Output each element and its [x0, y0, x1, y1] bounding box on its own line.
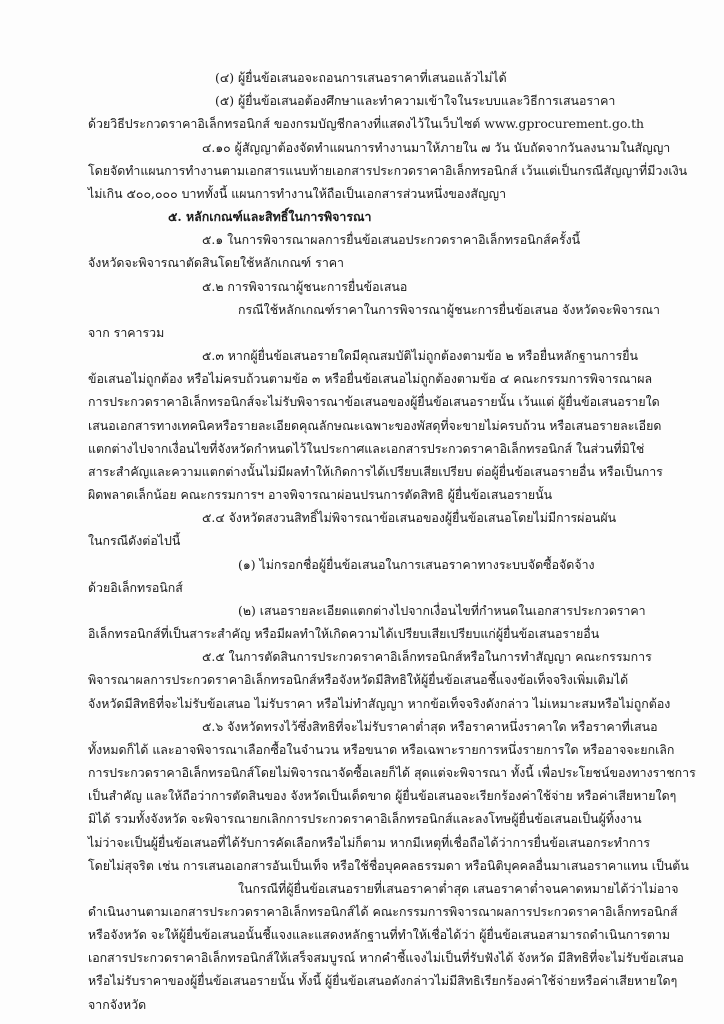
text-line: หรือไม่รับราคาของผู้ยื่นข้อเสนอรายนั้น ทั้งนี้ ผู้ยื่นข้อเสนอดังกล่าวไม่มีสิทธิเรียกร้องค่าใช้จ่ายหรือค่าเสียหายใดๆ — [88, 973, 678, 989]
text-line: เป็นสำคัญ และให้ถือว่าการตัดสินของ จังหวัดเป็นเด็ดขาด ผู้ยื่นข้อเสนอจะเรียกร้องค่าใช้จ่าย หรือค่าเสียหายใดๆ — [88, 788, 677, 803]
text-line: ข้อเสนอไม่ถูกต้อง หรือไม่ครบถ้วนตามข้อ ๓ หรือยื่นข้อเสนอไม่ถูกต้องตามข้อ ๔ คณะกรรมการพิจารณาผล — [88, 371, 653, 386]
text-line: เอกสารประกวดราคาอิเล็กทรอนิกส์ให้เสร็จสมบูรณ์ หากคำชี้แจงไม่เป็นที่รับฟังได้ จังหวัด มีสิทธิที่จะไม่รับข้อเสนอ — [88, 950, 684, 966]
text-line: กรณีใช้หลักเกณฑ์ราคาในการพิจารณาผู้ชนะการยื่นข้อเสนอ จังหวัดจะพิจารณา — [238, 302, 660, 317]
text-line: ๕.๖ จังหวัดทรงไว้ซึ่งสิทธิที่จะไม่รับราคาต่ำสุด หรือราคาหนึ่งราคาใด หรือราคาที่เสนอ — [202, 719, 658, 734]
text-line: ๔.๑๐ ผู้สัญญาต้องจัดทำแผนการทำงานมาให้ภายใน ๗ วัน นับถัดจากวันลงนามในสัญญา — [202, 140, 671, 155]
text-line: ไม่เกิน ๕๐๐,๐๐๐ บาททั้งนี้ แผนการทำงานให้ถือเป็นเอกสารส่วนหนึ่งของสัญญา — [88, 186, 507, 201]
text-line: โดยจัดทำแผนการทำงานตามเอกสารแนบท้ายเอกสารประกวดราคาอิเล็กทรอนิกส์ เว้นแต่เป็นกรณีสัญญาที่มีวงเงิน — [88, 163, 688, 178]
text-line: ๕.๔ จังหวัดสงวนสิทธิ์ไม่พิจารณาข้อเสนอของผู้ยื่นข้อเสนอโดยไม่มีการผ่อนผัน — [202, 510, 617, 525]
text-line: จังหวัดจะพิจารณาตัดสินโดยใช้หลักเกณฑ์ ราคา — [88, 255, 345, 270]
text-line: ๕.๑ ในการพิจารณาผลการยื่นข้อเสนอประกวดราคาอิเล็กทรอนิกส์ครั้งนี้ — [202, 232, 581, 247]
section-heading: ๕. หลักเกณฑ์และสิทธิ์ในการพิจารณา — [168, 209, 372, 224]
overflow-lines — [88, 923, 708, 1016]
text-line: จังหวัดมีสิทธิที่จะไม่รับข้อเสนอ ไม่รับราคา หรือไม่ทำสัญญา หากข้อเท็จจริงดังกล่าว ไม่เหมาะสมหรือไม่ถูกต้อง — [88, 696, 671, 711]
text-line: ในกรณีดังต่อไปนี้ — [88, 533, 181, 548]
text-line: ไม่ว่าจะเป็นผู้ยื่นข้อเสนอที่ได้รับการคัดเลือกหรือไม่ก็ตาม หากมีเหตุที่เชื่อถือได้ว่าการยื่นข้อเสนอกระทำการ — [88, 835, 651, 850]
text-line: (๑) ไม่กรอกชื่อผู้ยื่นข้อเสนอในการเสนอราคาทางระบบจัดซื้อจัดจ้าง — [238, 557, 595, 572]
text-line: จาก ราคารวม — [88, 325, 165, 340]
text-line: (๒) เสนอรายละเอียดแตกต่างไปจากเงื่อนไขที่กำหนดในเอกสารประกวดราคา — [238, 603, 646, 618]
text-line: ดำเนินงานตามเอกสารประกวดราคาอิเล็กทรอนิกส์ได้ คณะกรรมการพิจารณาผลการประกวดราคาอิเล็กทรอนิกส์ — [88, 904, 678, 919]
text-line: สาระสำคัญและความแตกต่างนั้นไม่มีผลทำให้เกิดการได้เปรียบเสียเปรียบ ต่อผู้ยื่นข้อเสนอรายอื่น หรือเป็นการ — [88, 464, 663, 479]
text-line: อิเล็กทรอนิกส์ที่เป็นสาระสำคัญ หรือมีผลทำให้เกิดความได้เปรียบเสียเปรียบแก่ผู้ยื่นข้อเสนอรายอื่น — [88, 626, 600, 641]
text-line: ทั้งหมดก็ได้ และอาจพิจารณาเลือกซื้อในจำนวน หรือขนาด หรือเฉพาะรายการหนึ่งรายการใด หรืออาจจะยกเลิก — [88, 742, 675, 757]
text-line: โดยไม่สุจริต เช่น การเสนอเอกสารอันเป็นเท็จ หรือใช้ชื่อบุคคลธรรมดา หรือนิติบุคคลอื่นมาเสนอราคาแทน เป็นต้น — [88, 858, 689, 873]
text-line: (๔) ผู้ยื่นข้อเสนอจะถอนการเสนอราคาที่เสนอแล้วไม่ได้ — [215, 70, 507, 85]
text-line: ด้วยอิเล็กทรอนิกส์ — [88, 580, 183, 595]
text-line: พิจารณาผลการประกวดราคาอิเล็กทรอนิกส์หรือจังหวัดมีสิทธิให้ผู้ยื่นข้อเสนอชี้แจงข้อเท็จจริงเพิ่มเติมได้ — [88, 672, 629, 687]
text-line: ในกรณีที่ผู้ยื่นข้อเสนอรายที่เสนอราคาต่ำสุด เสนอราคาต่ำจนคาดหมายได้ว่าไม่อาจ — [238, 881, 679, 896]
text-line: การประกวดราคาอิเล็กทรอนิกส์จะไม่รับพิจารณาข้อเสนอของผู้ยื่นข้อเสนอรายนั้น เว้นแต่ ผู้ยื่นข้อเสนอรายใด — [88, 394, 660, 409]
text-line: หรือจังหวัด จะให้ผู้ยื่นข้อเสนอนั้นชี้แจงและแสดงหลักฐานที่ทำให้เชื่อได้ว่า ผู้ยื่นข้อเสนอสามารถดำเนินการตาม — [88, 927, 671, 942]
text-line: ๕.๕ ในการตัดสินการประกวดราคาอิเล็กทรอนิกส์หรือในการทำสัญญา คณะกรรมการ — [202, 649, 652, 664]
text-line: จากจังหวัด — [88, 996, 147, 1012]
text-line: ผิดพลาดเล็กน้อย คณะกรรมการฯ อาจพิจารณาผ่อนปรนการตัดสิทธิ ผู้ยื่นข้อเสนอรายนั้น — [88, 487, 553, 502]
text-line: ๕.๓ หากผู้ยื่นข้อเสนอรายใดมีคุณสมบัติไม่ถูกต้องตามข้อ ๒ หรือยื่นหลักฐานการยื่น — [202, 348, 638, 363]
text-line: ด้วยวิธีประกวดราคาอิเล็กทรอนิกส์ ของกรมบัญชีกลางที่แสดงไว้ในเว็บไซต์ www.gprocurement.go.th — [88, 116, 645, 131]
text-line: มิได้ รวมทั้งจังหวัด จะพิจารณายกเลิกการประกวดราคาอิเล็กทรอนิกส์และลงโทษผู้ยื่นข้อเสนอเป็นผู้ทิ้งงาน — [88, 811, 642, 826]
text-line: เสนอเอกสารทางเทคนิคหรือรายละเอียดคุณลักษณะเฉพาะของพัสดุที่จะขายไม่ครบถ้วน หรือเสนอรายละเอียด — [88, 418, 662, 433]
text-line: ๕.๒ การพิจารณาผู้ชนะการยื่นข้อเสนอ — [202, 279, 408, 294]
text-line: (๕) ผู้ยื่นข้อเสนอต้องศึกษาและทำความเข้าใจในระบบและวิธีการเสนอราคา — [215, 93, 616, 108]
text-line: แตกต่างไปจากเงื่อนไขที่จังหวัดกำหนดไว้ในประกาศและเอกสารประกวดราคาอิเล็กทรอนิกส์ ในส่วนที่มิใช่ — [88, 441, 645, 456]
text-line: การประกวดราคาอิเล็กทรอนิกส์โดยไม่พิจารณาจัดซื้อเลยก็ได้ สุดแต่จะพิจารณา ทั้งนี้ เพื่อประโยชน์ของทางราชการ — [88, 765, 696, 780]
